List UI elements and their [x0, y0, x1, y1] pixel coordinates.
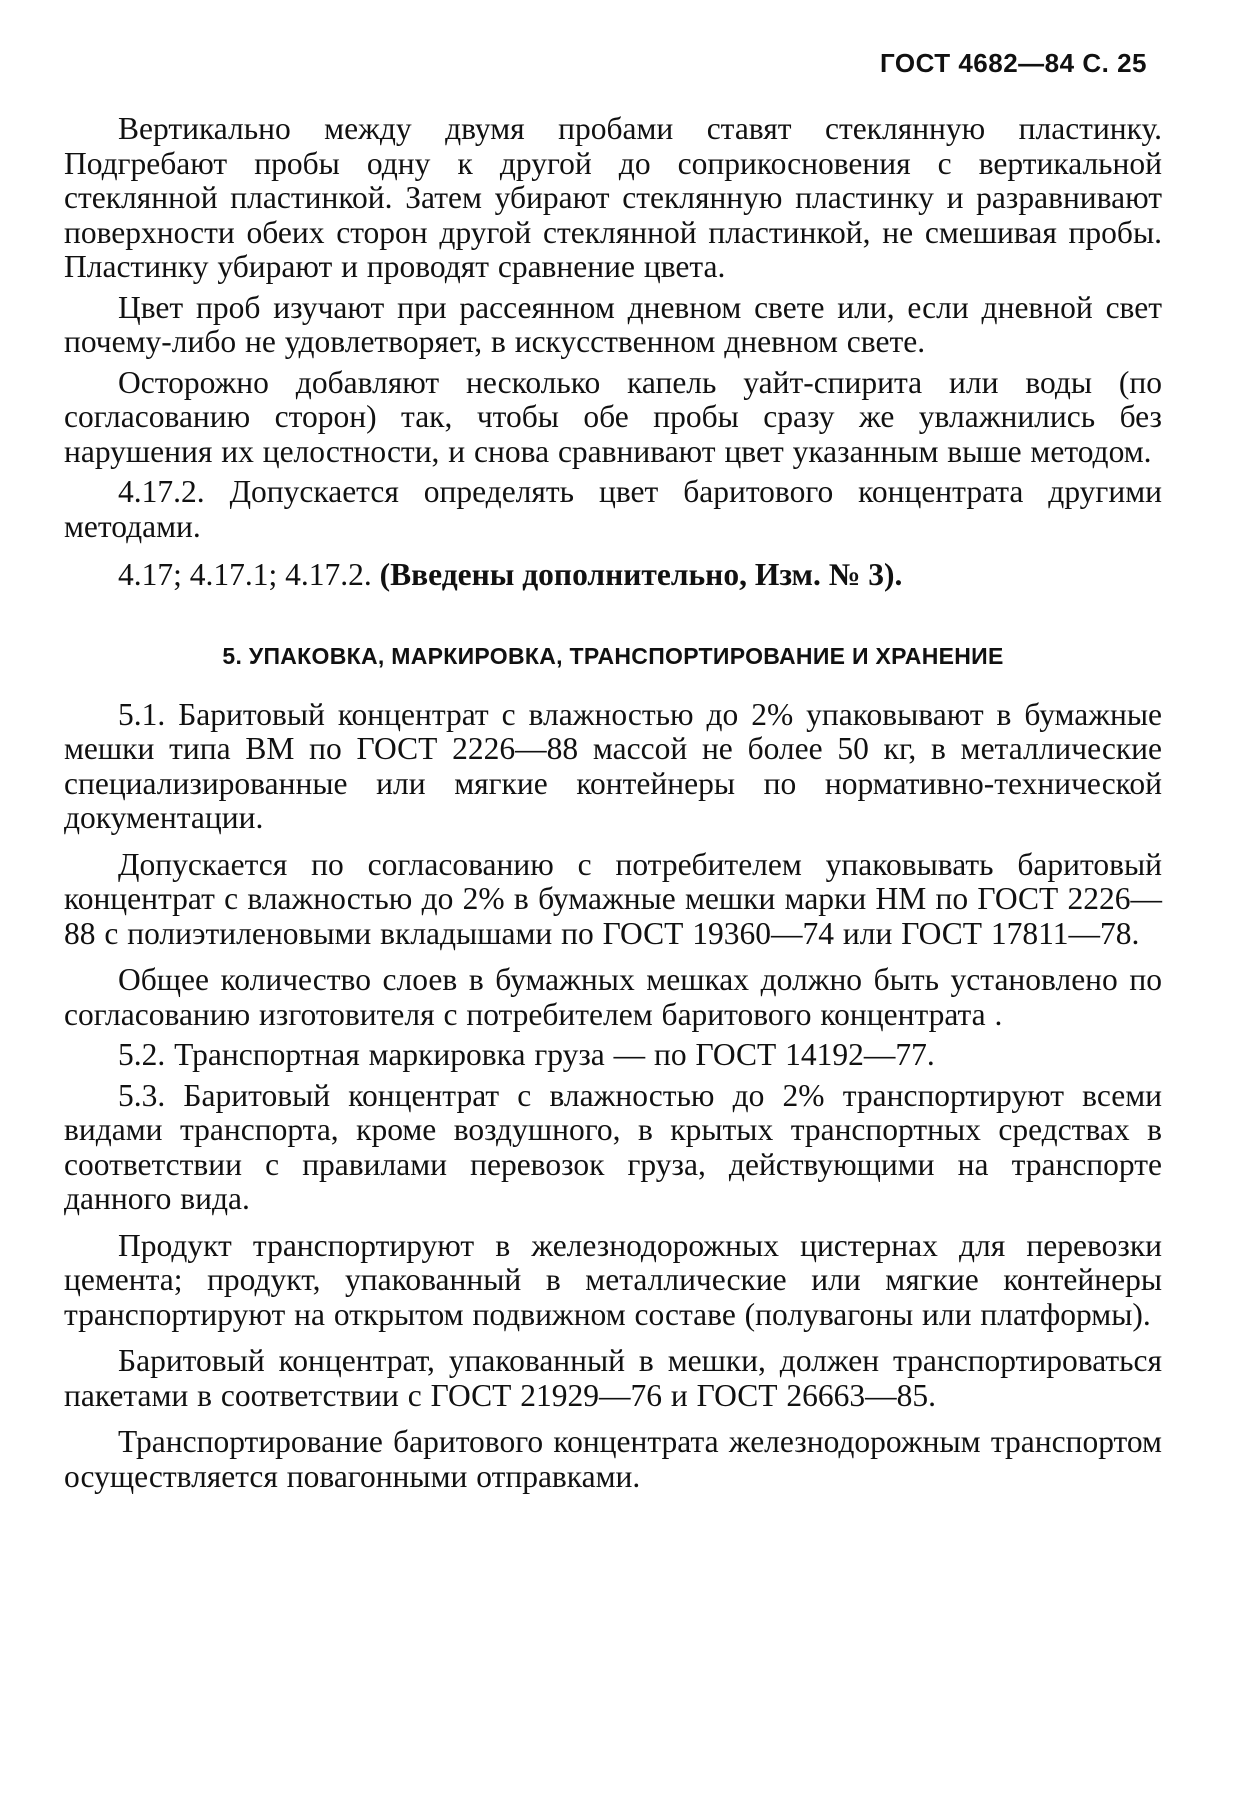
page-number: С. 25 [1082, 48, 1147, 78]
paragraph: Вертикально между двумя пробами ставят стеклянную пластинку. Подгребают пробы одну к другой до соприкосновения с вертикальной стеклянной пластинкой. Затем убирают стеклянную пластинку и разравнивают поверхности обеих сторон другой стеклянной пластинкой, не смешивая пробы. Пластинку убирают и проводят сравнение цвета. [64, 111, 1162, 284]
page-header [880, 48, 1147, 79]
amendment-note [64, 558, 1162, 593]
amendment-text: (Введены дополнительно, Изм. № 3). [379, 557, 903, 592]
paragraph: Продукт транспортируют в железнодорожных цистернах для перевозки цемента; продукт, упакованный в металлические или мягкие контейнеры транспортируют на открытом подвижном составе (полувагоны или платформы). [64, 1227, 1162, 1332]
paragraph: Общее количество слоев в бумажных мешках должно быть установлено по согласованию изготовителя с потребителем баритового концентрата . [64, 962, 1162, 1032]
paragraph: 5.3. Баритовый концентрат с влажностью до 2% транспортируют всеми видами транспорта, кроме воздушного, в крытых транспортных средствах в соответствии с правилами перевозок груза, действующими на транспорте данного вида. [64, 1077, 1162, 1216]
paragraph: 5.2. Транспортная маркировка груза — по ГОСТ 14192—77. [118, 1037, 935, 1072]
paragraph: Цвет проб изучают при рассеянном дневном свете или, если дневной свет почему-либо не удовлетворяет, в искусственном дневном свете. [64, 289, 1162, 359]
standard-number: ГОСТ 4682—84 [879, 48, 1075, 78]
paragraph: Осторожно добавляют несколько капель уайт-спирита или воды (по согласованию сторон) так, чтобы обе пробы сразу же увлажнились без нарушения их целостности, и снова сравнивают цвет указанным выше методом. [64, 364, 1162, 469]
page-content [64, 112, 1162, 1496]
paragraph: Баритовый концентрат, упакованный в мешки, должен транспортироваться пакетами в соответствии с ГОСТ 21929—76 и ГОСТ 26663—85. [64, 1343, 1162, 1413]
paragraph: 5.1. Баритовый концентрат с влажностью до 2% упаковывают в бумажные мешки типа ВМ по ГОСТ 2226—88 массой не более 50 кг, в металлические специализированные или мягкие контейнеры по нормативно-технической документации. [64, 696, 1162, 835]
section-title: 5. УПАКОВКА, МАРКИРОВКА, ТРАНСПОРТИРОВАНИЕ И ХРАНЕНИЕ [222, 642, 1004, 669]
paragraph: 4.17.2. Допускается определять цвет баритового концентрата другими методами. [64, 474, 1162, 544]
amendment-refs: 4.17; 4.17.1; 4.17.2. [118, 557, 372, 592]
paragraph: Транспортирование баритового концентрата железнодорожным транспортом осуществляется повагонными отправками. [64, 1424, 1162, 1494]
paragraph: Допускается по согласованию с потребителем упаковывать баритовый концентрат с влажностью до 2% в бумажные мешки марки НМ по ГОСТ 2226—88 с полиэтиленовыми вкладышами по ГОСТ 19360—74 или ГОСТ 17811—78. [64, 846, 1162, 951]
